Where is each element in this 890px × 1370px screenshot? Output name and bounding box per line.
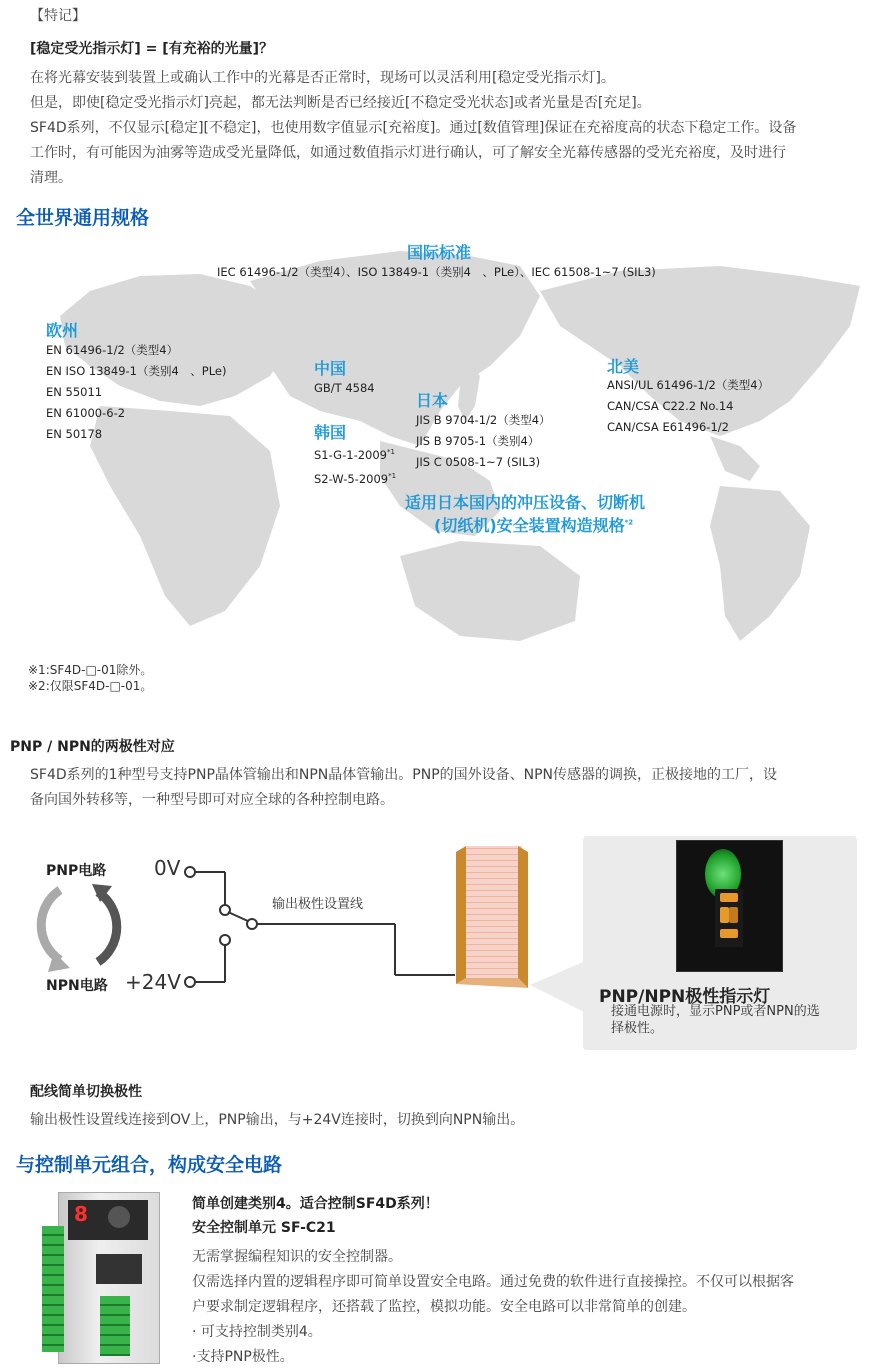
note-line: 但是，即使[稳定受光指示灯]亮起，都无法判断是否已经接近[不稳定受光状态]或者光量是否[充足]。 — [30, 95, 651, 111]
terminal-block-left — [42, 1226, 64, 1352]
plus-24v-label: +24V — [125, 970, 181, 994]
note-line: 在将光幕安装到装置上或确认工作中的光幕是否正常时，现场可以灵活利用[稳定受光指示灯]。 — [30, 70, 615, 86]
america-standard: CAN/CSA E61496-1/2 — [607, 420, 729, 434]
note-body — [30, 66, 880, 191]
indicator-photo — [676, 840, 783, 972]
america-standard: ANSI/UL 61496-1/2（类型4） — [607, 378, 770, 392]
china-title: 中国 — [314, 359, 347, 378]
pnp-body — [30, 763, 880, 813]
zero-volt-label: 0V — [154, 856, 181, 880]
control-body — [192, 1245, 882, 1370]
europe-title: 欧州 — [46, 321, 79, 340]
control-section-title: 与控制单元组合，构成安全电路 — [16, 1154, 283, 1176]
japan-list — [416, 410, 551, 473]
control-knob-icon — [108, 1206, 130, 1228]
polarity-wire-label: 输出极性设置线 — [272, 897, 364, 912]
europe-standard: EN 50178 — [46, 427, 103, 441]
switch-cycle-arrows-icon — [30, 880, 140, 975]
note-line: 工作时，有可能因为油雾等造成受光量降低，如通过数值指示灯进行确认，可了解安全光幕传感器的受光充裕度，及时进行 — [30, 145, 786, 161]
europe-standard: EN ISO 13849-1（类别4 、PLe) — [46, 364, 227, 378]
wiring-subtitle: 配线简单切换极性 — [30, 1084, 142, 1100]
connector-icon — [96, 1254, 142, 1284]
control-product-name: 安全控制单元 SF-C21 — [192, 1220, 336, 1236]
japan-title: 日本 — [416, 391, 449, 410]
note-heading: [稳定受光指示灯] = [有充裕的光量]？ — [30, 41, 274, 57]
wiring-line: 输出极性设置线连接到OV上，PNP输出，与+24V连接时，切换到向NPN输出。 — [30, 1112, 525, 1128]
press-footnote-mark: *2 — [624, 518, 634, 527]
europe-list — [46, 340, 227, 445]
pnp-circuit-label: PNP电路 — [46, 863, 107, 879]
japan-standard: JIS C 0508-1~7 (SIL3) — [416, 455, 541, 469]
korea-list — [314, 442, 396, 490]
america-list — [607, 375, 769, 438]
america-title: 北美 — [607, 357, 640, 376]
control-line: 户要求制定逻辑程序，还搭载了监控，模拟功能。安全电路可以非常简单的创建。 — [192, 1299, 696, 1315]
korea-title: 韩国 — [314, 423, 347, 442]
korea-standard: S1-G-1-2009 — [314, 447, 387, 462]
intl-standard-title: 国际标准 — [407, 243, 472, 262]
pnp-section-title: PNP / NPN的两极性对应 — [10, 739, 175, 755]
europe-standard: EN 55011 — [46, 385, 103, 399]
japan-standard: JIS B 9704-1/2（类型4） — [416, 413, 551, 427]
korea-footnote-mark: *1 — [388, 471, 397, 480]
polarity-wiring-diagram — [180, 860, 480, 1000]
america-standard: CAN/CSA C22.2 No.14 — [607, 399, 734, 413]
korea-footnote-mark: *1 — [386, 448, 395, 456]
indicator-desc-line: 择极性。 — [611, 1021, 664, 1036]
control-line: · 可支持控制类别4。 — [192, 1324, 322, 1340]
control-line: ·支持PNP极性。 — [192, 1349, 294, 1365]
polarity-indicator-icon — [715, 889, 743, 947]
indicator-title: PNP/NPN极性指示灯 — [599, 987, 771, 1007]
note-line: SF4D系列，不仅显示[稳定][不稳定]，也使用数字值显示[充裕度]。通过[数值管理]保证在充裕度高的状态下稳定工作。设备 — [30, 120, 797, 136]
indicator-desc — [611, 1003, 820, 1037]
note-line: 清理。 — [30, 170, 72, 186]
korea-standard: S2-W-5-2009 — [314, 471, 389, 486]
footnotes — [28, 662, 152, 694]
terminal-block-right — [100, 1296, 130, 1356]
europe-standard: EN 61000-6-2 — [46, 406, 126, 420]
safety-light-curtain-graphic — [452, 842, 532, 992]
npn-circuit-label: NPN电路 — [46, 978, 108, 994]
pnp-line: 备向国外转移等，一种型号即可对应全球的各种控制电路。 — [30, 792, 394, 808]
europe-standard: EN 61496-1/2（类型4） — [46, 343, 179, 357]
footnote: ※2:仅限SF4D-□-01。 — [28, 679, 153, 693]
control-line: 仅需选择内置的逻辑程序即可简单设置安全电路。通过免费的软件进行直接操控。不仅可以根据客 — [192, 1274, 794, 1290]
china-standard: GB/T 4584 — [314, 381, 375, 395]
note-tag: 【特记】 — [30, 8, 86, 24]
world-section-title: 全世界通用规格 — [16, 207, 150, 229]
intl-standard-line: IEC 61496-1/2（类型4）、ISO 13849-1（类别4 、PLe）、IEC 61508-1~7 (SIL3) — [217, 265, 656, 279]
press-standard-line2: (切纸机)安全装置构造规格 — [434, 516, 625, 535]
pnp-line: SF4D系列的1种型号支持PNP晶体管输出和NPN晶体管输出。PNP的国外设备、NPN传感器的调换，正极接地的工厂，设 — [30, 767, 778, 783]
footnote: ※1:SF4D-□-01除外。 — [28, 663, 153, 677]
sf-c21-product-photo — [38, 1192, 178, 1362]
indicator-desc-line: 接通电源时，显示PNP或者NPN的选 — [611, 1004, 820, 1019]
japan-standard: JIS B 9705-1（类别4） — [416, 434, 540, 448]
press-standard-line1: 适用日本国内的冲压设备、切断机 — [405, 493, 646, 512]
display-digit: 8 — [74, 1202, 88, 1226]
control-subtitle: 简单创建类别4。适合控制SF4D系列！ — [192, 1196, 439, 1212]
control-line: 无需掌握编程知识的安全控制器。 — [192, 1249, 402, 1265]
